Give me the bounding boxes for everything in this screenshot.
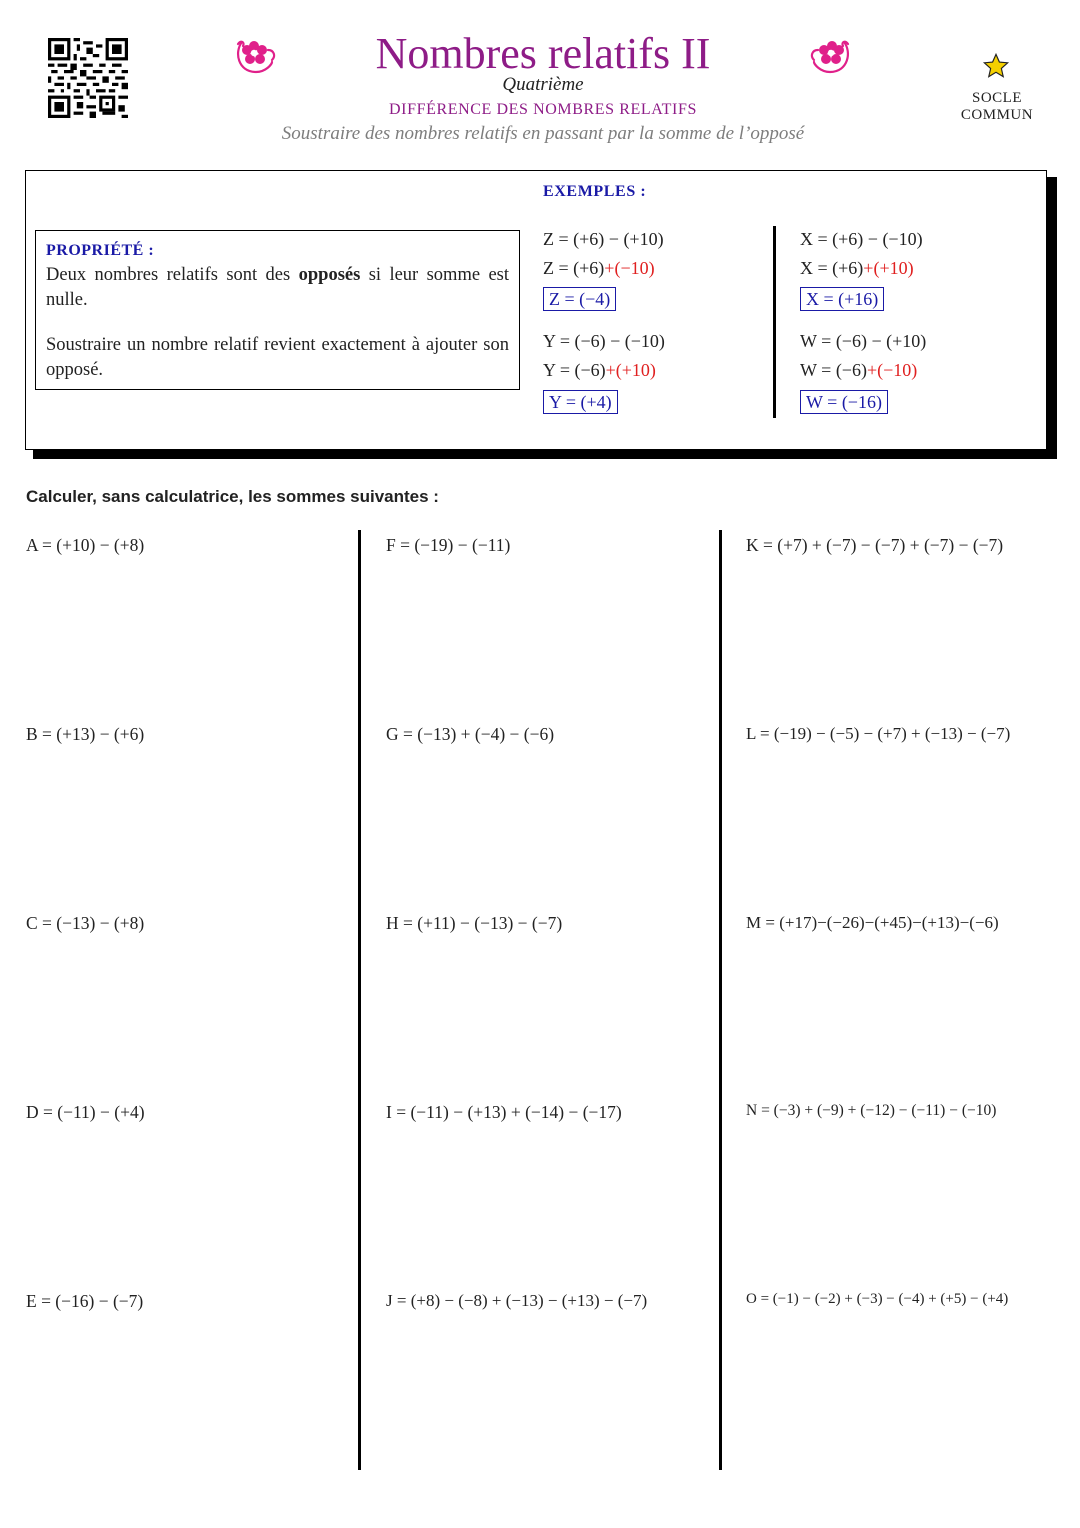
example-y-line1: Y = (−6) − (−10) xyxy=(543,331,665,351)
exercise-b: B = (+13) − (+6) xyxy=(26,724,145,744)
exercise-l: L = (−19) − (−5) − (+7) + (−13) − (−7) xyxy=(746,724,1011,743)
example-x-line1: X = (+6) − (−10) xyxy=(800,229,923,249)
property-rule: Soustraire un nombre relatif revient exactement à ajouter son opposé. xyxy=(46,335,509,380)
property-box xyxy=(35,230,520,390)
example-z-line1: Z = (+6) − (+10) xyxy=(543,229,664,249)
exercise-e: E = (−16) − (−7) xyxy=(26,1291,144,1311)
example-w-line2: W = (−6)+(−10) xyxy=(800,360,918,380)
exercise-o: O = (−1) − (−2) + (−3) − (−4) + (+5) − (+4) xyxy=(746,1291,1009,1307)
section-heading: DIFFÉRENCE DES NOMBRES RELATIFS xyxy=(389,101,697,118)
exercise-d: D = (−11) − (+4) xyxy=(26,1102,145,1122)
exercise-a: A = (+10) − (+8) xyxy=(26,535,145,555)
star-icon xyxy=(982,52,1010,80)
exercise-n: N = (−3) + (−9) + (−12) − (−11) − (−10) xyxy=(746,1102,997,1119)
column-divider-2 xyxy=(719,530,722,1470)
exercise-g: G = (−13) + (−4) − (−6) xyxy=(386,724,555,744)
example-w-line1: W = (−6) − (+10) xyxy=(800,331,927,351)
property-title: PROPRIÉTÉ : xyxy=(46,242,155,259)
level-subtitle: Quatrième xyxy=(502,74,584,95)
examples-divider xyxy=(773,226,776,418)
exercise-m: M = (+17)−(−26)−(+45)−(+13)−(−6) xyxy=(746,913,999,932)
socle-label: SOCLE COMMUN xyxy=(960,90,1034,123)
exercise-f: F = (−19) − (−11) xyxy=(386,535,511,555)
column-divider-1 xyxy=(358,530,361,1470)
page-title: Nombres relatifs II xyxy=(375,29,711,78)
example-x-line2: X = (+6)+(+10) xyxy=(800,258,914,278)
example-y-line2: Y = (−6)+(+10) xyxy=(543,360,656,380)
objective-text: Soustraire des nombres relatifs en passant par la somme de l’opposé xyxy=(281,123,805,144)
opposes-bold: opposés xyxy=(298,265,361,285)
exercise-h: H = (+11) − (−13) − (−7) xyxy=(386,913,563,933)
example-z-line2: Z = (+6)+(−10) xyxy=(543,258,655,278)
property-statement: Deux nombres relatifs sont des opposés si leur somme est nulle. xyxy=(46,265,509,310)
example-w-result: W = (−16) xyxy=(800,390,888,414)
example-y-result: Y = (+4) xyxy=(543,390,618,414)
example-x-result: X = (+16) xyxy=(800,287,884,311)
exercise-j: J = (+8) − (−8) + (−13) − (+13) − (−7) xyxy=(386,1291,648,1310)
exercise-c: C = (−13) − (+8) xyxy=(26,913,145,933)
examples-title: EXEMPLES : xyxy=(543,183,647,200)
exercise-instruction: Calculer, sans calculatrice, les sommes suivantes : xyxy=(26,487,439,506)
exercise-i: I = (−11) − (+13) + (−14) − (−17) xyxy=(386,1102,622,1122)
example-z-result: Z = (−4) xyxy=(543,287,616,311)
exercise-k: K = (+7) + (−7) − (−7) + (−7) − (−7) xyxy=(746,535,1004,555)
